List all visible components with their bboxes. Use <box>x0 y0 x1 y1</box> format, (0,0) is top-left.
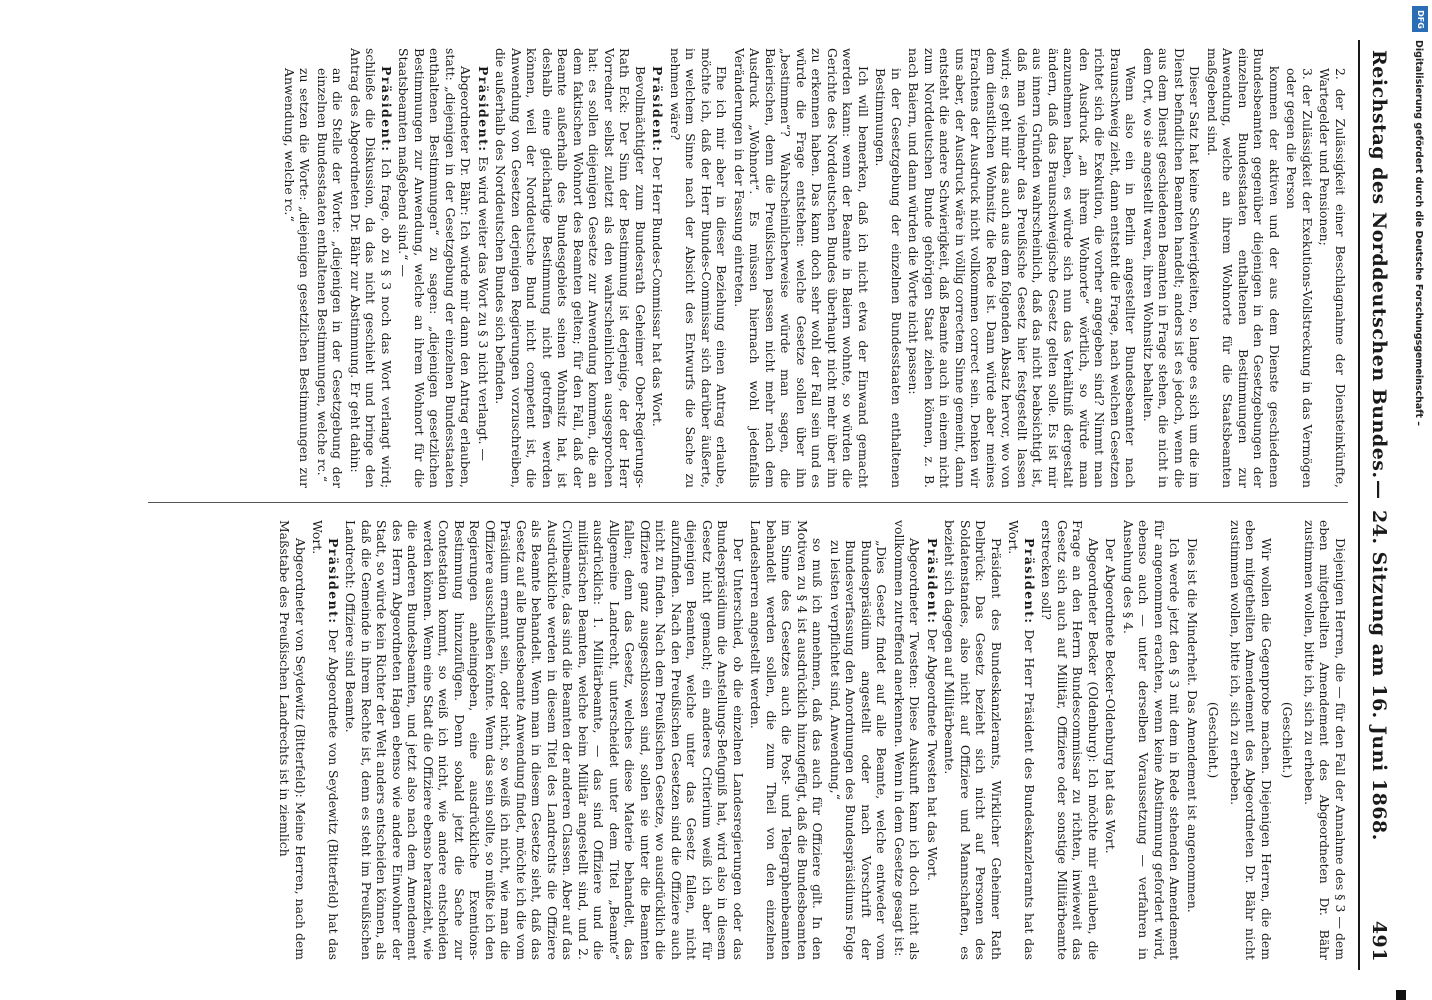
speech-text: Der Abgeordnete von Seydewitz (Bitterfeld) hat das Wort. <box>310 520 341 960</box>
paragraph: Diejenigen Herren, die — für den Fall der Annahme des § 3 — dem eben mitgetheilten Amendement des Abgeordneten Dr. Bähr zustimmen wollen, bitte ich, sich zu erheben. <box>1302 520 1348 960</box>
speech-text: Der Herr Bundes-Commissar hat das Wort. <box>650 156 666 427</box>
dfg-logo-text: DFG <box>1415 9 1425 29</box>
speaker-label: Präsident: <box>650 66 666 153</box>
paragraph: so muß ich annehmen, daß das auch für Offiziere gilt. In den Motiven zu § 4 ist ausdrücklich hinzugefügt, daß die Bundesbeamten im Sinne des Gesetzes auch die Post- und Telegraphenbeamten behandelt werden sollen, die zum Theil von den einzelnen Landesherren angestellt werden. <box>748 520 826 960</box>
column-divider <box>148 502 1348 503</box>
paragraph: Ich werde jetzt den § 3 mit dem in Rede stehenden Amendement für angenommen erachten, wenn keine Abstimmung gefordert wird, ebenso auch — unter derselben Voraussetzung — verfahren in Ansehung des § 4. <box>1121 520 1183 960</box>
speaker-label: Präsident: <box>379 66 394 153</box>
dfg-logo <box>1412 6 1428 32</box>
left-column <box>128 48 1348 488</box>
quoted-text: zu setzen die Worte: „diejenigen gesetzlichen Bestimmungen zur Anwendung, welche rc.“ <box>282 68 313 488</box>
paragraph: kommen der aktiven und der aus dem Dienste geschiedenen Bundesbeamten gegenüber diejenigen in den Gesetzgebungen der einzelnen Bundesstaaten enthaltenen Bestimmungen zur Anwendung, welche an ihrem Wohnorte für die Staatsbeamten maßgebend sind. <box>1205 48 1282 488</box>
header-session: 24. Sitzung am 16. Juni 1868. <box>1368 510 1390 841</box>
quoted-text: 3. der Zulässigkeit der Exekutions-Vollstreckung in das Vermögen oder gegen die Person <box>1284 68 1315 488</box>
paragraph: Wenn also ein in Berlin angestellter Bundesbeamter nach Braunschweig zieht, dann entsteht die Frage, nach welchen Gesetzen richtet sich die Exekution, die vorher angegeben sind? Nimmt man den Ausdruck „an ihrem Wohnorte“ wörtlich, so würde man anzunehmen haben, es würde sich nun das Verhältniß dergestalt ändern, daß das Braunschweigische Gesetz gelten solle. Es ist mir aus innern Gründen wahrscheinlich, daß das nicht beabsichtigt ist, daß man vielmehr das Preußische Gesetz hier festgestellt lassen wird; es geht mir das auch aus dem folgenden Absatz hervor, wo von dem dienstlichen Wohnsitz die Rede ist. Dann würde aber meines Erachtens der Ausdruck nicht vollkommen correct sein. Denken wir uns aber, der Ausdruck wäre in völlig correctem Sinne gemeint, dann entsteht die andere Schwierigkeit, daß Beamte auch in einem nicht zum Norddeutschen Bunde gehörigen Staat ziehen können, z. B. nach Baiern, und dann würden die Worte nicht passen: <box>906 48 1139 488</box>
quoted-text: 2. der Zulässigkeit einer Beschlagnahme der Diensteinkünfte, Wartegelder und Pensionen; <box>1317 68 1348 488</box>
quoted-text: „Dies Gesetz findet auf alle Beamte, welche entweder vom Bundespräsidium angestellt oder nach Vorschrift der Bundesverfassung den Anordnungen des Bundespräsidiums Folge zu leisten verpflichtet sind, Anwendung,“ <box>828 540 890 960</box>
speaker-paragraph <box>1006 520 1037 960</box>
paragraph: Bevollmächtigter zum Bundesrath Geheimer Ober-Regierungs-Rath Eck: Der Sinn der Bestimmung ist derjenige, der der Herr Vorredner selbst zuletzt als den wahrscheinlichen ausgesprochen hat: es sollen diejenigen Gesetze zur Anwendung kommen, die an dem faktischen Wohnort des Beamten gelten; für den Fall, daß der Beamte außerhalb des Bundesgebiets seinen Wohnsitz hat, ist deshalb eine gleichartige Bestimmung nicht getroffen werden können, weil der Norddeutsche Bund nicht competent ist, die Anwendung von Gesetzen derjenigen Regierungen vorzuschreiben, die außerhalb des Norddeutschen Bundes sich befinden. <box>493 48 648 488</box>
speaker-paragraph <box>310 520 341 960</box>
paragraph: Der Abgeordnete Becker-Oldenburg hat das Wort. <box>1103 538 1119 854</box>
speaker-paragraph <box>348 48 395 488</box>
speaker-label: Präsident: <box>476 66 491 153</box>
stage-direction: (Geschieht.) <box>1206 701 1222 779</box>
speech-text: Der Abgeordnete Twesten hat das Wort. <box>925 628 940 881</box>
speaker-paragraph <box>925 520 941 960</box>
document-page <box>48 40 1398 970</box>
scan-corner-mark <box>1396 990 1406 1000</box>
header-separator: — <box>1368 480 1390 500</box>
speech-text: Der Herr Präsident des Bundeskanzleramts hat das Wort. <box>1006 520 1037 960</box>
right-column <box>128 520 1348 960</box>
stage-direction: (Geschieht.) <box>1280 701 1296 779</box>
quoted-text: in der Gesetzgebung der einzelnen Bundesstaaten enthaltenen Bestimmungen. <box>873 68 904 488</box>
paragraph: Ich will bemerken, daß ich nicht etwa der Einwand gemacht werden kann: wenn der Beamte in Baiern wohnte, so würden die Gerichte des Norddeutschen Bundes überhaupt nicht mehr über ihn zu erkennen haben. Das kann doch sehr wohl der Fall sein und es würde die Frage entstehen: welche Gesetze sollen über ihn „bestimmen“? Wahrscheinlicherweise würde man sagen, die Baierischen, denn die Preußischen passen nicht mehr nach dem Ausdruck „Wohnort“. Es müssen hiernach wohl jedenfalls Veränderungen in der Fassung eintreten. <box>732 48 871 488</box>
paragraph: Dies ist die Minderheit. Das Amendement ist angenommen. <box>1185 538 1200 913</box>
speaker-label: Präsident: <box>1022 538 1037 625</box>
paragraph: Dieser Satz hat keine Schwierigkeiten, so lange es sich um die im Dienst befindlichen Beamten handelt; anders ist es jedoch, wenn die aus dem Dienst geschiedenen Beamten in Frage stehen, die nicht in dem Ort, wo sie angestellt waren, ihren Wohnsitz behalten. <box>1141 48 1203 488</box>
speaker-label: Präsident: <box>925 538 940 625</box>
paragraph: Abgeordneter von Seydewitz (Bitterfeld): Meine Herren, nach dem Maßstabe des Preußischen Landrechts ist in ziemlich <box>277 520 308 960</box>
header-title: Reichstag des Norddeutschen Bundes. <box>1368 50 1390 479</box>
paragraph: Abgeordneter Becker (Oldenburg): Ich möchte mir erlauben, die Frage an den Herrn Bundescommissar zu richten, inwieweit das Gesetz sich auch auf Militär, Offiziere oder sonstige Militärbeamte erstrecken soll? <box>1039 520 1101 960</box>
paragraph: Abgeordneter Dr. Bähr: Ich würde mir dann den Antrag erlauben, statt: „diejenigen in der Gesetzgebung der einzelnen Bundesstaaten enthaltenen Bestimmungen“ zu sagen: „diejenigen gesetzlichen Bestimmungen zur Anwendung, welche an ihrem Wohnort für die Staatsbeamten maßgebend sind.“ — <box>396 48 474 488</box>
paragraph: Ehe ich mir aber in dieser Beziehung einen Antrag erlaube, möchte ich, daß der Herr Bundes-Commissar sich darüber äußerte, in welchem Sinne nach der Absicht des Entwurfs die Sache zu nehmen wäre? <box>668 48 730 488</box>
speaker-label: Präsident: <box>326 538 341 625</box>
page-number: 491 <box>1368 920 1390 962</box>
speech-text: Es wird weiter das Wort zu § 3 nicht verlangt. — <box>476 156 491 461</box>
paragraph: Präsident des Bundeskanzleramts, Wirklicher Geheimer Rath Delbrück: Das Gesetz bezieht sich nicht auf Personen des Soldatenstandes, also nicht auf Offiziere und Mannschaften, es bezieht sich dagegen auf Militärbeamte. <box>942 520 1004 960</box>
page-header <box>1358 40 1398 970</box>
speech-text: Ich frage, ob zu § 3 noch das Wort verlangt wird; schließe die Diskussion, da das nicht geschieht und bringe den Antrag des Abgeordneten Dr. Bähr zur Abstimmung. Er geht dahin: <box>348 48 394 488</box>
speaker-paragraph <box>476 48 492 488</box>
quoted-text: an die Stelle der Worte: „diejenigen in der Gesetzgebung der einzelnen Bundesstaaten enthaltenen Bestimmungen, welche rc.“ <box>315 68 346 488</box>
speaker-paragraph <box>650 48 666 488</box>
paragraph: Wir wollen die Gegenprobe machen. Diejenigen Herren, die dem eben mitgetheilten Amendement des Abgeordneten Dr. Bähr nicht zustimmen wollen, bitte ich, sich zu erheben. <box>1228 520 1274 960</box>
digitization-note: Digitalisierung gefördert durch die Deutsche Forschungsgemeinschaft – <box>1413 40 1424 427</box>
paragraph: Der Unterschied, ob die einzelnen Landesregierungen oder das Bundespräsidium die Anstellungs-Befugniß hat, wird also in diesem Gesetz nicht gemacht; ein anderes Criterium weiß ich aber für diejenigen Beamten, welche unter das Gesetz fallen, nicht aufzufinden. Nach den Preußischen Gesetzen sind die Offiziere auch nicht zu finden. Nach dem Preußischen Gesetze, wo ausdrücklich die Offiziere ganz ausgeschlossen sind, sollen sie unter die Beamten fallen; denn das Gesetz, welches diese Materie behandelt, das Allgemeine Landrecht, unterscheidet unter dem Titel „Beamte“ ausdrücklich: 1. Militärbeamte, — das sind Offiziere und die militärischen Beamten, welche beim Militär angestellt sind, und 2. Civilbeamte, das sind die Beamten der anderen Classen. Aber auf das Ausdrückliche werden in diesem Titel des Landrechts die Offiziere als Beamte behandelt. Wenn man in diesem Gesetze sieht, daß das Gesetz auf alle Bundesbeamte Anwendung findet, möchte ich die vom Präsidium ernannt sein, oder nicht, so weiß ich nicht, wie man die Offiziere ausschließen könnte. Wenn das sein sollte, so müßte ich den Regierungen anheimgeben, eine ausdrückliche Exemtions-Bestimmung hinzuzufügen. Denn sobald jetzt die Sache zur Contestation kommt, so weiß ich nicht, wie andere entscheiden werden können. Wenn eine Stadt die Offiziere ebenso heranzieht, wie die anderen Bundesbeamten, und jetzt also nach dem Amendement des Herrn Abgeordneten Hagen ebenso wie andere Einwohner der Stadt, so würde kein Richter der Welt anders entscheiden können, als daß die Gemeinde in ihrem Rechte ist, denn es steht im Preußischen Landrecht: Offiziere sind Beamte. <box>343 520 746 960</box>
paragraph: Abgeordneter Twesten: Diese Auskunft kann ich doch nicht als vollkommen zutreffend anerkennen. Wenn in dem Gesetze gesagt ist: <box>892 520 923 960</box>
